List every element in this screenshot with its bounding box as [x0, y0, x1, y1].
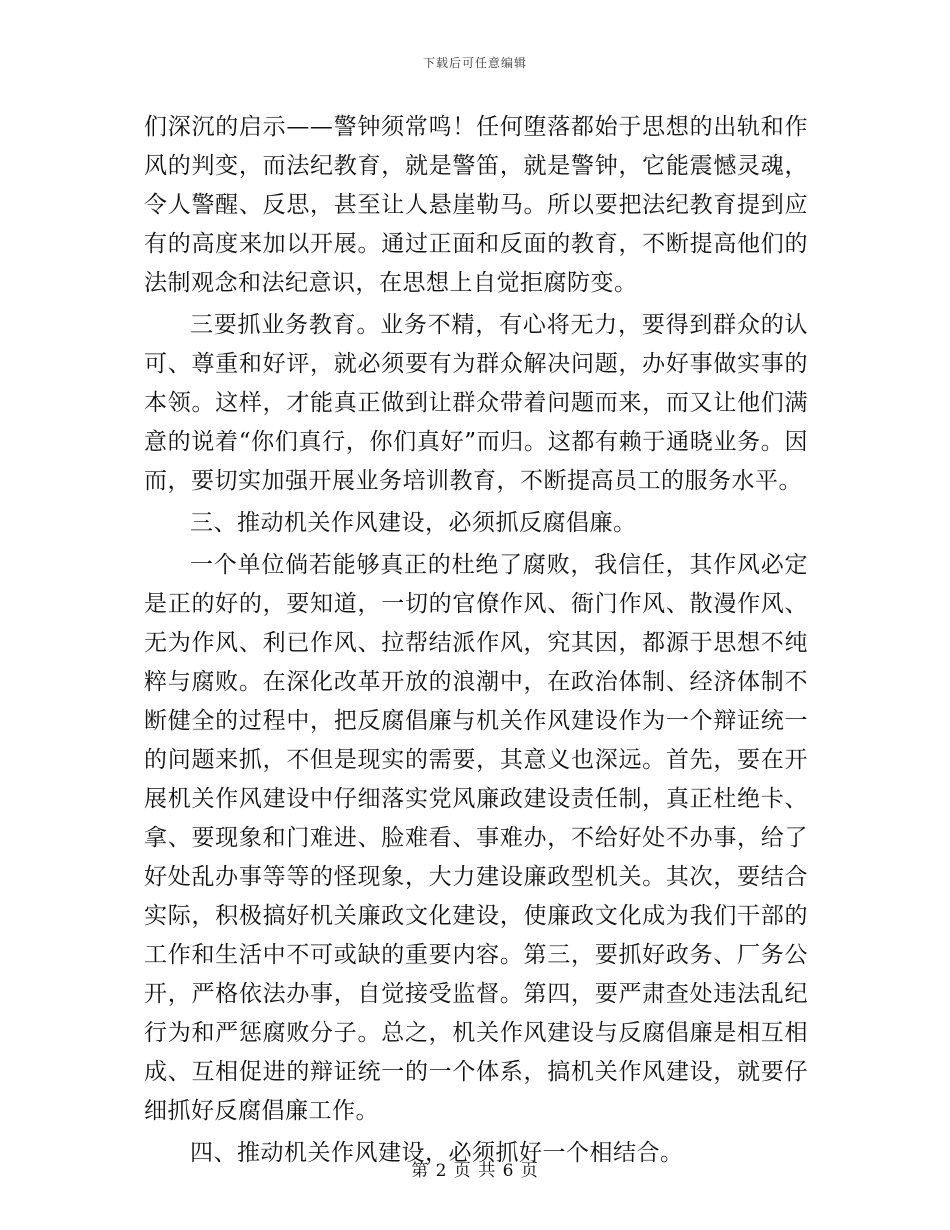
- section-heading-4: 四、推动机关作风建设，必须抓好一个相结合。: [190, 1140, 684, 1166]
- paragraph-4: 一个单位倘若能够真正的杜绝了腐败，我信任，其作风必定是正的好的，要知道，一切的官僚作风、衙门作风、散漫作风、无为作风、利已作风、拉帮结派作风，究其因，都源于思想不纯粹与腐败。在深化改革开放的浪潮中，在政治体制、经济体制不断健全的过程中，把反腐倡廉与机关作风建设作为一个辩证统一的问题来抓，不但是现实的需要，其意义也深远。首先，要在开展机关作风建设中仔细落实党风廉政建设责任制，真正杜绝卡、拿、要现象和门难进、脸难看、事难办，不给好处不办事，给了好处乱办事等等的怪现象，大力建设廉政型机关。其次，要结合实际，积极搞好机关廉政文化建设，使廉政文化成为我们干部的工作和生活中不可或缺的重要内容。第三，要抓好政务、厂务公开，严格依法办事，自觉接受监督。第四，要严肃查处违法乱纪行为和严惩腐败分子。总之，机关作风建设与反腐倡廉是相互相成、互相促进的辩证统一的一个体系，搞机关作风建设，就要仔细抓好反腐倡廉工作。: [144, 552, 808, 1124]
- paragraph-2: 三要抓业务教育。业务不精，有心将无力，要得到群众的认可、尊重和好评，就必须要有为群众解决问题，办好事做实事的本领。这样，才能真正做到让群众带着问题而来，而又让他们满意的说着“你们真行，你们真好”而归。这都有赖于通晓业务。因而，要切实加强开展业务培训教育，不断提高员工的服务水平。: [144, 312, 808, 494]
- document-body: [144, 108, 808, 1173]
- section-heading-3: 三、推动机关作风建设，必须抓反腐倡廉。: [190, 510, 637, 536]
- paragraph-1: 们深沉的启示——警钟须常鸣！任何堕落都始于思想的出轨和作风的判变，而法纪教育，就是警笛，就是警钟，它能震憾灵魂，令人警醒、反思，甚至让人悬崖勒马。所以要把法纪教育提到应有的高度来加以开展。通过正面和反面的教育，不断提高他们的法制观念和法纪意识，在思想上自觉拒腐防变。: [144, 114, 808, 296]
- page-header-note: 下载后可任意编辑: [422, 56, 527, 70]
- page-number: 第 2 页 共 6 页: [411, 1161, 539, 1181]
